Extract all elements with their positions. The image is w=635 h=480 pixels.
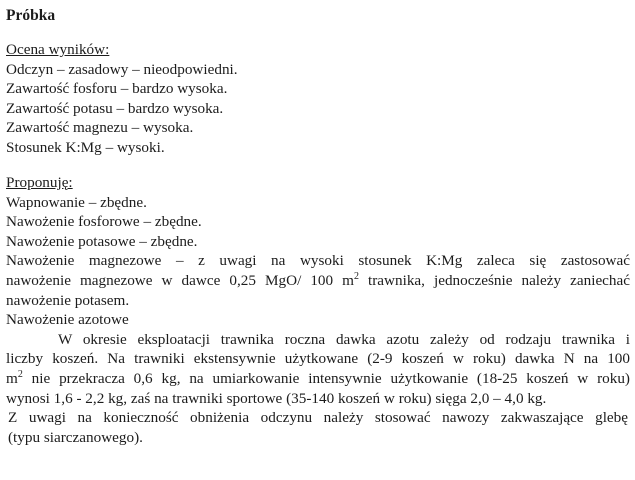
proponuje-line-potasowe: Nawożenie potasowe – zbędne. [6,232,198,250]
magnez-line-3: nawożenie potasem. [6,291,130,309]
magnez-line-2-text-end: trawnika, jednocześnie należy zaniechać [358,271,631,289]
ocena-line-stosunek: Stosunek K:Mg – wysoki. [6,138,165,156]
proponuje-section [6,173,630,408]
azot-line-2: liczby koszeń. Na trawniki ekstensywnie użytkowane (2-9 koszeń w roku) dawka N na 100 [6,350,630,368]
uwaga-line-1: Z uwagi na konieczność obniżenia odczynu należy stosować nawozy zakwaszające glebę [8,409,628,426]
proponuje-line-fosforowe: Nawożenie fosforowe – zbędne. [6,213,202,231]
magnez-line-1: Nawożenie magnezowe – z uwagi na wysoki stosunek K:Mg zaleca się zastosować [6,252,630,270]
magnez-line-2-text: nawożenie magnezowe w dawce 0,25 MgO/ 100 m [6,271,354,289]
ocena-line-fosfor: Zawartość fosforu – bardzo wysoka. [6,80,228,98]
azot-line-3-text-end: nie przekracza 0,6 kg, na umiarkowanie intensywnie użytkowanie (18-25 koszeń w roku) [22,369,630,387]
ocena-line-magnez: Zawartość magnezu – wysoka. [6,119,194,137]
azot-line-3-superscript: 2 [17,368,23,380]
magnez-line-2 [6,271,630,291]
uwaga-line-2: (typu siarczanowego). [8,428,143,446]
uwaga-section [8,408,628,447]
azot-line-3 [6,369,630,389]
ocena-heading: Ocena wyników: [6,41,110,58]
ocena-line-odczyn: Odczyn – zasadowy – nieodpowiedni. [6,60,238,78]
azot-line-3-text: m [6,369,18,387]
azot-line-4: wynosi 1,6 - 2,2 kg, zaś na trawniki sportowe (35-140 koszeń w roku) sięga 2,0 – 4,0 kg. [6,389,547,407]
azot-line-1: W okresie eksploatacji trawnika roczna dawka azotu zależy od rodzaju trawnika i [58,330,630,348]
ocena-section [6,40,238,158]
ocena-line-potas: Zawartość potasu – bardzo wysoka. [6,99,224,117]
magnez-line-2-superscript: 2 [353,270,359,282]
proponuje-line-wapnowanie: Wapnowanie – zbędne. [6,193,147,211]
document-title: Próbka [6,7,56,24]
azot-heading: Nawożenie azotowe [6,311,129,329]
proponuje-heading: Proponuję: [6,174,73,191]
